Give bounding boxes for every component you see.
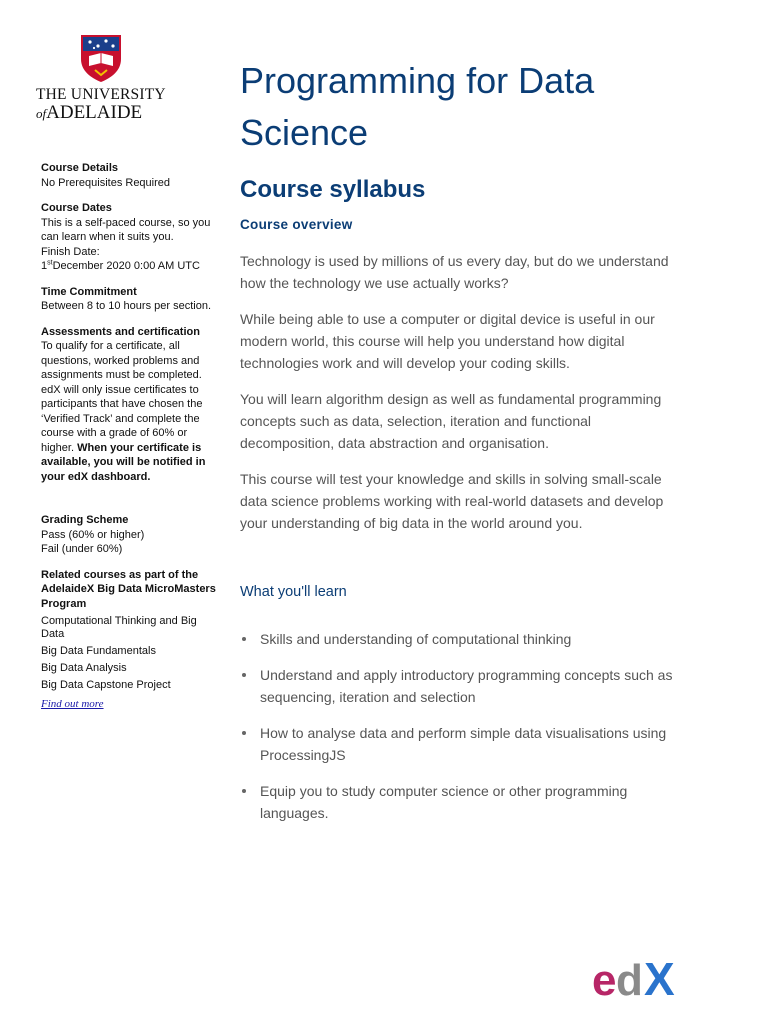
find-out-more-link[interactable]: Find out more [41,698,104,710]
list-item-text: Skills and understanding of computational thinking [260,631,572,647]
page-title: Programming for Data Science [240,60,595,153]
time-commitment-heading: Time Commitment [41,285,137,298]
list-item [240,780,680,824]
overview-paragraph: Technology is used by millions of us every day, but do we understand how the technology we use actually works? [240,253,669,291]
course-overview-heading: Course overview [240,217,353,232]
related-courses-section [41,568,223,712]
university-crest-icon [79,33,123,83]
bullet-icon [242,731,246,735]
course-details-text: No Prerequisites Required [41,176,171,189]
overview-paragraph: You will learn algorithm design as well as fundamental programming concepts such as data, selection, iteration and functional decomposition, data abstraction and organisation. [240,391,662,451]
course-info-sidebar [41,161,223,723]
finish-date-day: 1 [41,260,48,272]
bullet-icon [242,673,246,677]
finish-date-value [41,259,223,274]
course-details-section [41,161,223,190]
list-item [240,628,680,650]
finish-date-label: Finish Date: [41,245,100,258]
grading-section [41,513,223,557]
grading-pass: Pass (60% or higher) [41,528,145,541]
assessments-section [41,325,223,485]
learning-outcomes-list [240,628,680,824]
related-course-item: Big Data Capstone Project [41,679,171,691]
related-course-item: Computational Thinking and Big Data [41,615,197,640]
course-dates-section [41,201,223,274]
course-details-heading: Course Details [41,162,119,174]
overview-paragraph: While being able to use a computer or digital device is useful in our modern world, this course will help you understand how digital technologies work and will develop your coding skills. [240,311,655,371]
edx-logo-d: d [616,956,643,1000]
main-content [240,55,680,838]
grading-fail: Fail (under 60%) [41,543,123,555]
bullet-icon [242,789,246,793]
finish-date-suffix: st [47,259,53,267]
overview-paragraph: This course will test your knowledge and skills in solving small-scale data science problems working with real-world datasets and develop your understanding of big data in the world around you. [240,471,664,531]
university-name-of: of [36,106,47,121]
syllabus-heading: Course syllabus [240,176,426,203]
grading-heading: Grading Scheme [41,514,129,526]
finish-date-rest: December 2020 0:00 AM UTC [52,260,200,272]
university-name-line1: THE UNIVERSITY [36,86,166,103]
list-item-text: Equip you to study computer science or other programming languages. [260,783,628,821]
course-dates-text: This is a self-paced course, so you can learn when it suits you. [41,216,211,243]
university-logo [36,33,166,124]
assessments-text [41,339,223,484]
related-courses-heading: Related courses as part of the AdelaideX Big Data MicroMasters Program [41,568,216,610]
list-item [240,722,680,766]
time-commitment-text: Between 8 to 10 hours per section. [41,300,211,312]
what-youll-learn-heading: What you'll learn [240,584,347,600]
university-name-adelaide: ADELAIDE [46,102,143,123]
assessments-body: To qualify for a certificate, all questions, worked problems and assignments must be completed. edX will only issue certificates to participants that have chosen the ‘Verified Track’ and complete the course with a grade of 60% or higher. [41,340,203,454]
bullet-icon [242,637,246,641]
university-name-line2 [36,103,166,124]
time-commitment-section [41,285,223,314]
list-item [240,664,680,708]
spacer [41,495,223,513]
list-item-text: How to analyse data and perform simple data visualisations using ProcessingJS [260,725,667,763]
related-course-item: Big Data Fundamentals [41,645,156,657]
course-dates-heading: Course Dates [41,202,112,214]
assessments-heading: Assessments and certification [41,325,200,338]
assessments-notice: When your certificate is available, you will be notified in your edX dashboard. [41,441,206,483]
edx-logo [592,955,682,1000]
edx-logo-e: e [592,956,617,1000]
list-item-text: Understand and apply introductory programming concepts such as sequencing, iteration and selection [260,667,673,705]
related-course-item: Big Data Analysis [41,662,127,674]
edx-logo-x: X [644,955,675,1000]
